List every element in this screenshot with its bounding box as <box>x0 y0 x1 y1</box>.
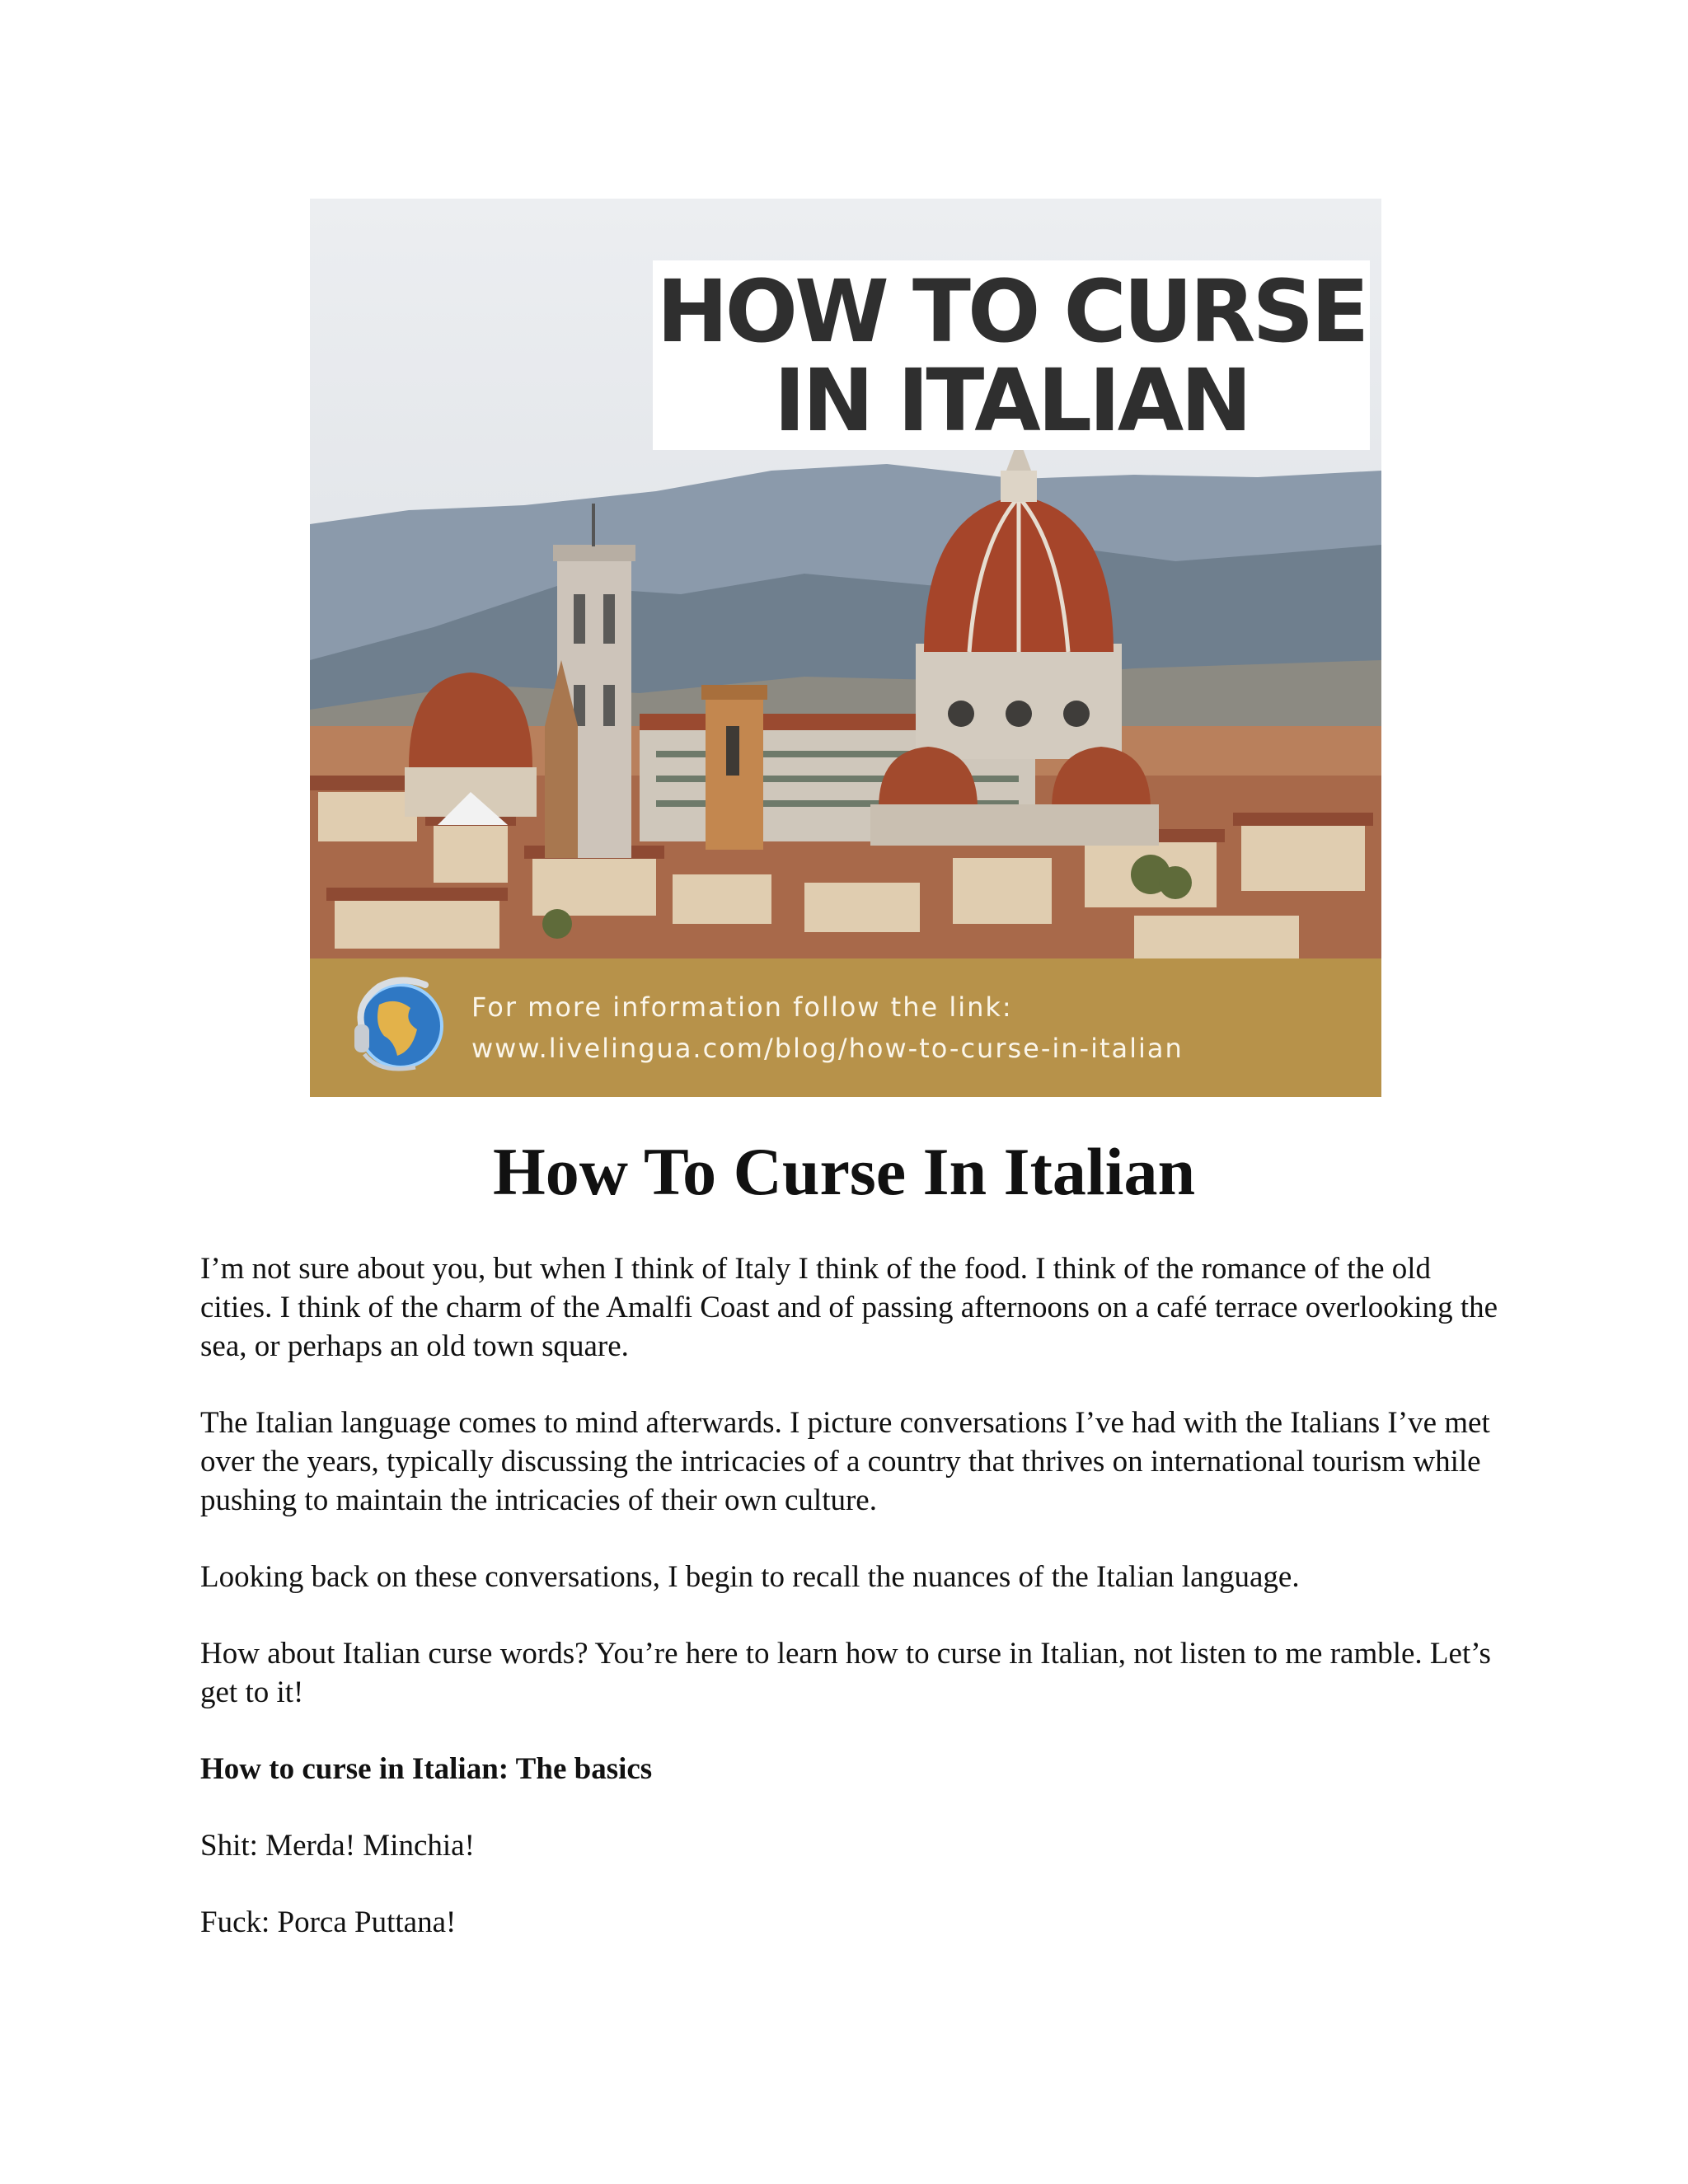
paragraph: Looking back on these conversations, I begin to recall the nuances of the Italian language. <box>200 1560 1300 1594</box>
curse-entry: Shit: Merda! Minchia! <box>200 1829 475 1863</box>
info-link[interactable]: www.livelingua.com/blog/how-to-curse-in-italian <box>471 1033 1184 1064</box>
info-banner <box>310 958 1381 1097</box>
paragraph: I’m not sure about you, but when I think of Italy I think of the food. I think of the romance of the old cities. I think of the charm of the Amalfi Coast and of passing afternoons on a café terrace overlooking the sea, or perhaps an old town square. <box>200 1252 1498 1363</box>
article-title: How To Curse In Italian <box>492 1134 1196 1209</box>
image-title-line2: IN ITALIAN <box>773 350 1250 451</box>
section-heading: How to curse in Italian: The basics <box>200 1752 653 1786</box>
hero-image <box>310 199 1381 1097</box>
image-title-card <box>653 260 1370 450</box>
paragraph: The Italian language comes to mind afterwards. I picture conversations I’ve had with the Italians I’ve met over the years, typically discussing the intricacies of a country that thrives on international tourism while pushing to maintain the intricacies of their own culture. <box>200 1406 1490 1517</box>
image-title-line1: HOW TO CURSE <box>656 261 1367 362</box>
paragraph: How about Italian curse words? You’re here to learn how to curse in Italian, not listen to me ramble. Let’s get to it! <box>200 1637 1491 1709</box>
info-line1: For more information follow the link: <box>471 991 1013 1023</box>
info-text <box>471 987 1184 1069</box>
article-body <box>200 1249 1503 1980</box>
curse-entry: Fuck: Porca Puttana! <box>200 1905 457 1939</box>
livelingua-globe-logo <box>346 972 453 1079</box>
